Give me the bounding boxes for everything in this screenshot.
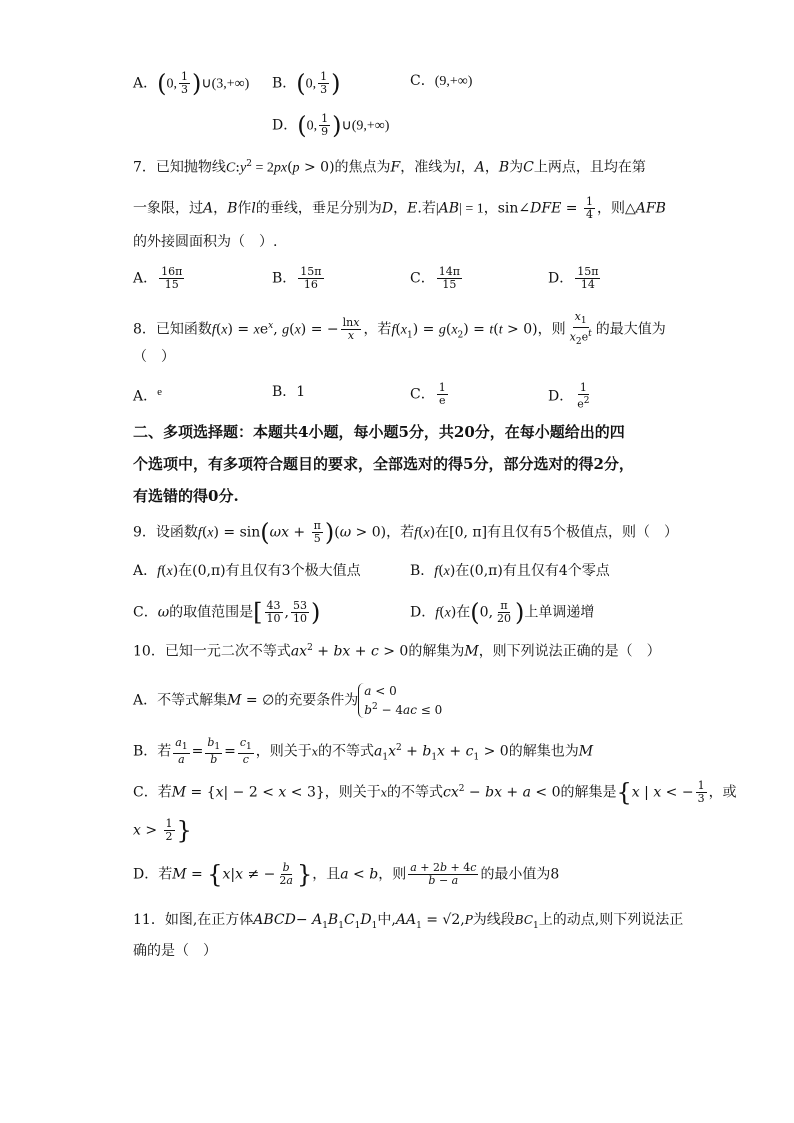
q7-option-b: B． $\frac{15\pi}{16}$	[272, 265, 322, 291]
q8-line-2: （ ）	[133, 349, 175, 365]
q7-option-c: C． $\frac{14\pi}{15}$	[410, 265, 460, 291]
q8-line-1: 8．已知函数$f(x) = xe^x$, g(x) = − $\frac{\ln x}{x}$ ，若$f(x_1) = g(x_2) = t(t > 0)$，则 $\frac{x_1}{x_2e^t}$ 的最大值为	[133, 310, 666, 348]
q7-line-1: 7．已知抛物线$C:y^2 = 2px(p > 0)$的焦点为F，准线为l，A，B为C上两点，且均在第	[133, 159, 646, 176]
q7-line-2: 一象限，过A，B作l的垂线，垂足分别为D，E.若|AB| = 1，sin∠DFE = $\frac{1}{4}$ ，则△AFB	[133, 195, 666, 221]
q10-option-b: B．若 $\frac{a_1}{a}$ = $\frac{b_1}{b}$ = $\frac{c_1}{c}$ ，则关于x的不等式$a_1x^2 + b_1x + c_1 > 0$的解集也为M	[133, 736, 594, 767]
q9-stem: 9．设函数f(x) = sin(ωx + $\frac{\pi}{5}$ )(ω > 0)，若f(x)在[0, π]有且仅有5个极值点，则（ ）	[133, 518, 679, 547]
section-2-line-3: 有选错的得0分.	[133, 487, 239, 505]
q6-option-a: A．(0, $\frac{1}{3}$ )∪(3,+∞)	[133, 69, 250, 98]
q11-line-1: 11．如图,在正方体ABCD− $A_1B_1C_1D_1$中$,AA_1 = √2,P$为线段$BC_1$上的动点,则下列说法正	[133, 912, 684, 931]
q9-option-d: D．f(x)在(0, $\frac{\pi}{20}$ )上单调递增	[410, 598, 595, 627]
section-2-line-1: 二、多项选择题：本题共4小题，每小题5分，共20分，在每小题给出的四	[133, 423, 625, 441]
q10-option-d: D．若M = {x|x ≠ − $\frac{b}{2a}$ }，且a < b，则 $\frac{a + 2b + 4c}{b - a}$ 的最小值为8	[133, 860, 560, 889]
q8-option-a: A．$^e$	[133, 386, 163, 405]
q7-option-d: D． $\frac{15\pi}{14}$	[548, 265, 599, 291]
q11-line-2: 确的是（ ）	[133, 943, 217, 959]
q10-option-a: A．不等式解集M = ∅的充要条件为 a < 0 $b^2 - 4ac \le 0$	[133, 684, 443, 717]
q7-option-a: A． $\frac{16\pi}{15}$	[133, 265, 183, 291]
q8-option-c: C． $\frac{1}{e}$	[410, 381, 446, 407]
q6-option-b: B．(0, $\frac{1}{3}$ )	[272, 69, 341, 98]
q8-option-b: B．1	[272, 384, 306, 400]
q8-option-d: D． $\frac{1}{e^2}$	[548, 381, 590, 411]
q10-option-c-line-1: C．若M = {x| − 2 < x < 3}，则关于x的不等式$cx^2$ − bx + a < 0的解集是{x | x < − $\frac{1}{3}$ ，或	[133, 778, 737, 807]
q6-option-d: D．(0, $\frac{1}{9}$ )∪(9,+∞)	[272, 111, 390, 140]
q7-line-3: 的外接圆面积为（ ）.	[133, 234, 278, 250]
q6-option-c: C．(9,+∞)	[410, 73, 473, 89]
q10-option-c-line-2: x > $\frac{1}{2}$ }	[133, 816, 192, 845]
q10-stem: 10．已知一元二次不等式$ax^2$ + bx + c > 0的解集为M，则下列说法正确的是（ ）	[133, 643, 661, 660]
q9-option-c: C．ω的取值范围是[ $\frac{43}{10}$ , $\frac{53}{10}$ )	[133, 598, 321, 627]
q9-option-b: B．f(x)在(0,π)有且仅有4个零点	[410, 563, 610, 579]
q9-option-a: A．f(x)在(0,π)有且仅有3个极大值点	[133, 563, 361, 579]
section-2-line-2: 个选项中，有多项符合题目的要求，全部选对的得5分，部分选对的得2分，	[133, 455, 634, 473]
